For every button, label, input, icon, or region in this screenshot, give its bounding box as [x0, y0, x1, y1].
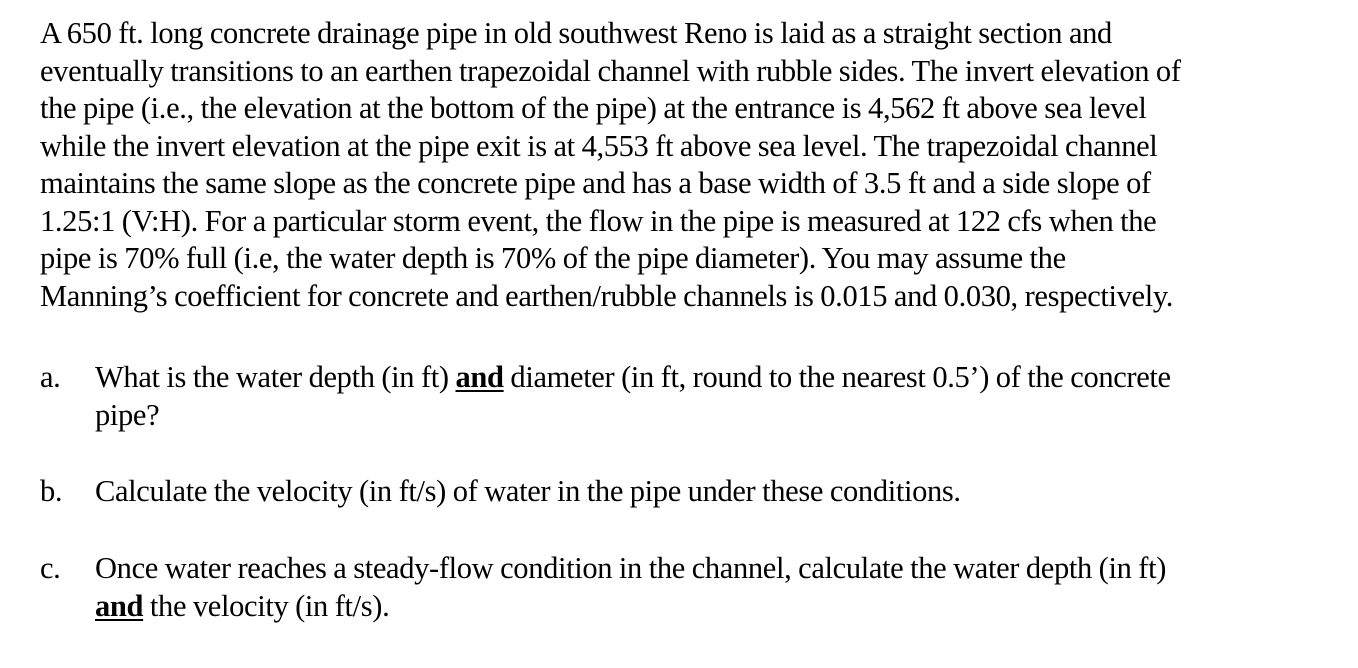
question-a-emphasis: and [455, 360, 504, 394]
question-b-line-1: Calculate the velocity (in ft/s) of water in the pipe under these conditions. [95, 474, 961, 508]
problem-line-3: the pipe (i.e., the elevation at the bottom of the pipe) at the entrance is 4,562 ft above sea level [40, 91, 1147, 125]
question-c-emphasis: and [95, 588, 144, 623]
problem-line-8: Manning’s coefficient for concrete and earthen/rubble channels is 0.015 and 0.030, respectively. [40, 278, 1174, 313]
question-c-body [95, 550, 1166, 625]
problem-line-6: 1.25:1 (V:H). For a particular storm event, the flow in the pipe is measured at 122 cfs when the [40, 203, 1157, 238]
problem-statement [40, 15, 1340, 315]
question-c-line-1: Once water reaches a steady-flow condition in the channel, calculate the water depth (in ft) [95, 551, 1167, 585]
question-a-line-2: pipe? [95, 397, 160, 432]
question-a-text-pre: What is the water depth (in ft) [95, 360, 456, 394]
problem-line-4: while the invert elevation at the pipe exit is at 4,553 ft above sea level. The trapezoidal channel [40, 128, 1158, 163]
question-c-text-post: the velocity (in ft/s). [143, 588, 390, 623]
question-c-line-2 [95, 588, 1166, 626]
question-a-line-1 [95, 359, 1171, 397]
problem-line-5: maintains the same slope as the concrete pipe and has a base width of 3.5 ft and a side slope of [40, 166, 1151, 200]
problem-line-2: eventually transitions to an earthen trapezoidal channel with rubble sides. The invert elevation of [40, 53, 1181, 88]
problem-line-7: pipe is 70% full (i.e, the water depth is 70% of the pipe diameter). You may assume the [40, 241, 1066, 275]
problem-line-1: A 650 ft. long concrete drainage pipe in old southwest Reno is laid as a straight section and [40, 16, 1112, 50]
question-c-letter: c. [40, 551, 61, 585]
question-a-body [95, 359, 1171, 434]
question-a-text-post: diameter (in ft, round to the nearest 0.5’) of the concrete [503, 360, 1171, 394]
question-b-letter: b. [40, 474, 63, 508]
question-b-body [95, 473, 961, 511]
question-a-letter: a. [40, 360, 61, 394]
